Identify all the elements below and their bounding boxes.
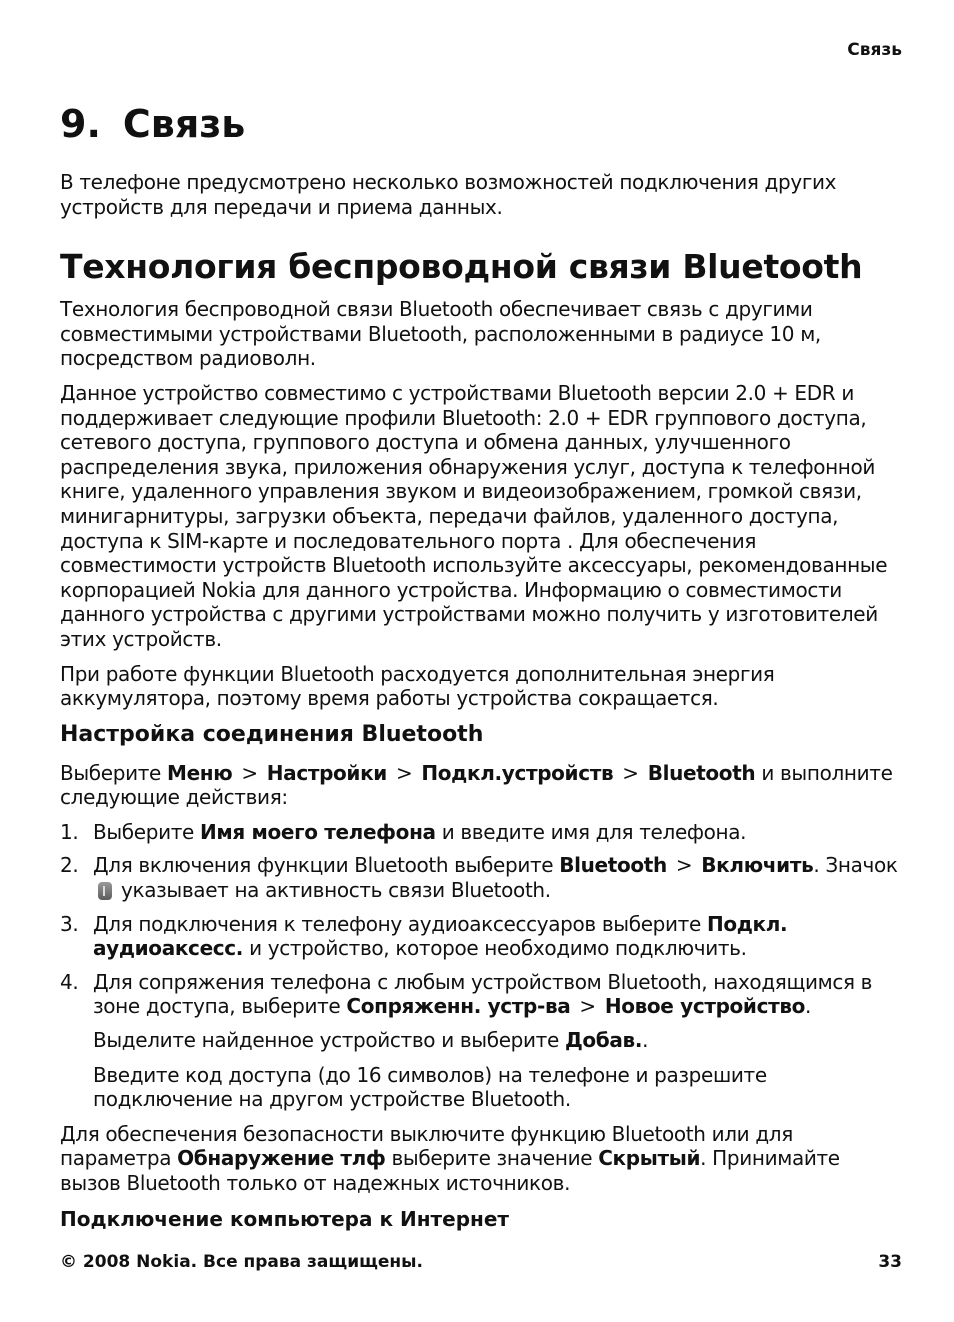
chapter-title-text: Связь [122,102,246,146]
step-4-sub-2: Введите код доступа (до 16 символов) на телефоне и разрешите подключение на другом устройстве Bluetooth. [93,1062,767,1112]
setup-heading: Настройка соединения Bluetooth [60,721,484,747]
step-4: 4. Для сопряжения телефона с любым устройством Bluetooth, находящимся в зоне доступа, выберите Сопряженн. устр-ва > Новое устройство. [60,969,873,1019]
setup-intro: Выберите Меню > Настройки > Подкл.устройств > Bluetooth и выполните следующие действия: [60,760,893,810]
step-3: 3. Для подключения к телефону аудиоаксессуаров выберите Подкл. аудиоаксесс. и устройство, которое необходимо подключить. [60,911,788,961]
setup-steps [60,820,905,1019]
menu-path-1: Меню [167,760,233,785]
chapter-title [60,100,905,148]
menu-path-2: Настройки [266,760,387,785]
chapter-intro: В телефоне предусмотрено несколько возможностей подключения других устройств для передачи и приема данных. [60,170,837,219]
internet-heading: Подключение компьютера к Интернет [60,1206,509,1231]
menu-path-3: Подкл.устройств [421,760,614,785]
security-note: Для обеспечения безопасности выключите функцию Bluetooth или для параметра Обнаружение тлф выберите значение Скрытый. Принимайте вызов Bluetooth только от надежных источников. [60,1121,840,1195]
step-1: 1. Выберите Имя моего телефона и введите имя для телефона. [60,819,747,844]
bluetooth-heading: Технология беспроводной связи Bluetooth [60,247,863,287]
step-4-sub-1: Выделите найденное устройство и выберите Добав.. [93,1028,649,1053]
page-number: 33 [878,1252,902,1272]
bluetooth-para-3: При работе функции Bluetooth расходуется дополнительная энергия аккумулятора, поэтому время работы устройства сокращается. [60,661,775,711]
running-header: Связь [847,40,902,60]
bluetooth-active-icon [98,882,112,900]
bluetooth-para-2: Данное устройство совместимо с устройствами Bluetooth версии 2.0 + EDR и поддерживает следующие профили Bluetooth: 2.0 + EDR группового доступа, сетевого доступа, группового доступа и обмена данных, улучшенного распределения звука, приложения обнаружения услуг, доступа к телефонной книге, удаленного управления звуком и видеоизображением, громкой связи, минигарнитуры, загрузки объекта, передачи файлов, удаленного доступа, доступа к SIM-карте и последовательного порта . Для обеспечения совместимости устройств Bluetooth используйте аксессуары, рекомендованные корпорацией Nokia для данного устройства. Информацию о совместимости данного устройства с другими устройствами можно получить у изготовителей этих устройств. [60,380,888,651]
chapter-number: 9. [60,102,101,146]
step-2: 2. Для включения функции Bluetooth выберите Bluetooth > Включить. Значок указывает на активность связи Bluetooth. [60,853,898,903]
footer-copyright: © 2008 Nokia. Все права защищены. [60,1252,424,1272]
page-content [60,100,905,1232]
menu-path-4: Bluetooth [647,760,756,785]
bluetooth-para-1: Технология беспроводной связи Bluetooth обеспечивает связь с другими совместимыми устройствами Bluetooth, расположенными в радиусе 10 м, посредством радиоволн. [60,297,821,371]
